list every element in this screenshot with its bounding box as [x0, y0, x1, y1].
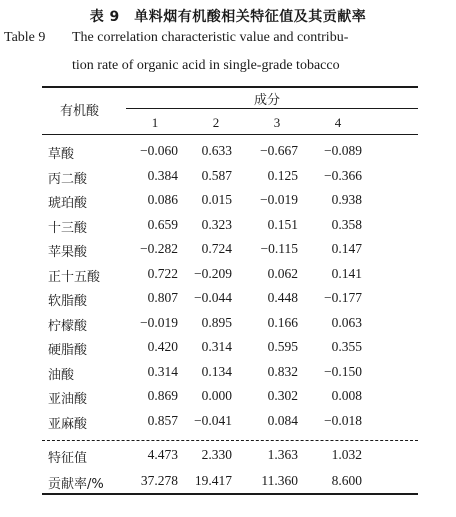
table-cell: 0.857 [147, 412, 178, 428]
table-cell: −0.150 [324, 363, 362, 379]
table-cell: −0.019 [140, 314, 178, 330]
table-cell: 37.278 [140, 473, 178, 488]
summary-divider-rule [42, 440, 418, 441]
table-cell: 19.417 [194, 473, 232, 488]
table-cell: 1.032 [331, 447, 362, 462]
table-cell: 0.151 [267, 216, 298, 232]
table-cell: 4.473 [147, 447, 178, 462]
table-cell: −0.060 [140, 143, 178, 158]
table-cell: 0.420 [147, 339, 178, 354]
row-label: 软脂酸 [48, 294, 88, 309]
table-cell: −0.667 [260, 143, 298, 158]
header-bottom-rule [42, 134, 418, 135]
table-cell: 0.587 [201, 167, 232, 183]
table-cell: 0.659 [147, 216, 178, 232]
table-cell: 0.384 [147, 167, 178, 183]
table-cell: 0.869 [147, 388, 178, 403]
group-header-rule [126, 108, 418, 109]
table-cell: 0.314 [201, 339, 232, 354]
table-cell: −0.044 [194, 290, 232, 305]
table-cell: −0.018 [324, 412, 362, 428]
column-header-2: 2 [212, 115, 220, 130]
caption-en-label: Table 9 [4, 30, 46, 45]
row-label: 丙二酸 [48, 171, 88, 187]
row-label: 柠檬酸 [48, 318, 88, 334]
column-header-4: 4 [334, 115, 342, 130]
table-cell: −0.041 [194, 412, 232, 428]
table-cell: 0.448 [267, 290, 298, 305]
row-label: 贡献率/% [48, 477, 104, 492]
row-label: 亚油酸 [48, 392, 88, 407]
table-cell: 0.633 [201, 143, 232, 158]
caption-en-line2: tion rate of organic acid in single-grade tobacco [72, 58, 340, 73]
table-cell: 0.062 [267, 265, 298, 281]
row-header: 有机酸 [60, 104, 100, 119]
table-cell: 0.323 [201, 216, 232, 232]
table-cell: 0.000 [201, 388, 232, 403]
caption-en-text1: The correlation characteristic value and contribu- [72, 30, 349, 45]
column-header-1: 1 [151, 115, 159, 130]
table-cell: 0.063 [331, 314, 362, 330]
table-cell: 0.314 [147, 363, 178, 379]
table-cell: 1.363 [267, 447, 298, 462]
row-label: 苹果酸 [48, 245, 88, 260]
group-header: 成分 [254, 93, 281, 108]
table-cell: −0.019 [260, 192, 298, 207]
column-header-3: 3 [273, 115, 281, 130]
caption-en-line1 [4, 30, 348, 46]
row-label: 正十五酸 [48, 269, 101, 285]
table-cell: −0.282 [140, 241, 178, 256]
table-cell: 0.084 [267, 412, 298, 428]
table-cell: 2.330 [201, 447, 232, 462]
table-bottom-rule [42, 493, 418, 495]
table-top-rule [42, 86, 418, 88]
table-cell: 0.724 [201, 241, 232, 256]
table-cell: 0.832 [267, 363, 298, 379]
table-cell: −0.115 [260, 241, 298, 256]
row-label: 硬脂酸 [48, 343, 88, 358]
table-cell: 0.595 [267, 339, 298, 354]
table-cell: 0.166 [267, 314, 298, 330]
table-cell: −0.177 [324, 290, 362, 305]
row-label: 十三酸 [48, 220, 88, 236]
table-cell: 0.141 [331, 265, 362, 281]
table-cell: −0.209 [194, 265, 232, 281]
table-cell: −0.089 [324, 143, 362, 158]
table-cell: 8.600 [331, 473, 362, 488]
table-cell: 0.807 [147, 290, 178, 305]
table-cell: 0.008 [331, 388, 362, 403]
row-label: 特征值 [48, 451, 88, 466]
row-label: 草酸 [48, 147, 75, 162]
table-cell: 0.015 [201, 192, 232, 207]
table-cell: 0.358 [331, 216, 362, 232]
table-cell: 0.895 [201, 314, 232, 330]
table-cell: 0.355 [331, 339, 362, 354]
caption-cn: 表 9 单料烟有机酸相关特征值及其贡献率 [89, 9, 367, 25]
table-cell: 11.360 [261, 473, 298, 488]
table-cell: −0.366 [324, 167, 362, 183]
table-cell: 0.147 [331, 241, 362, 256]
table-cell: 0.722 [147, 265, 178, 281]
table-cell: 0.134 [201, 363, 232, 379]
table-cell: 0.125 [267, 167, 298, 183]
table-cell: 0.938 [331, 192, 362, 207]
row-label: 油酸 [48, 367, 75, 383]
table-cell: 0.086 [147, 192, 178, 207]
row-label: 亚麻酸 [48, 416, 88, 432]
row-label: 琥珀酸 [48, 196, 88, 211]
table-cell: 0.302 [267, 388, 298, 403]
